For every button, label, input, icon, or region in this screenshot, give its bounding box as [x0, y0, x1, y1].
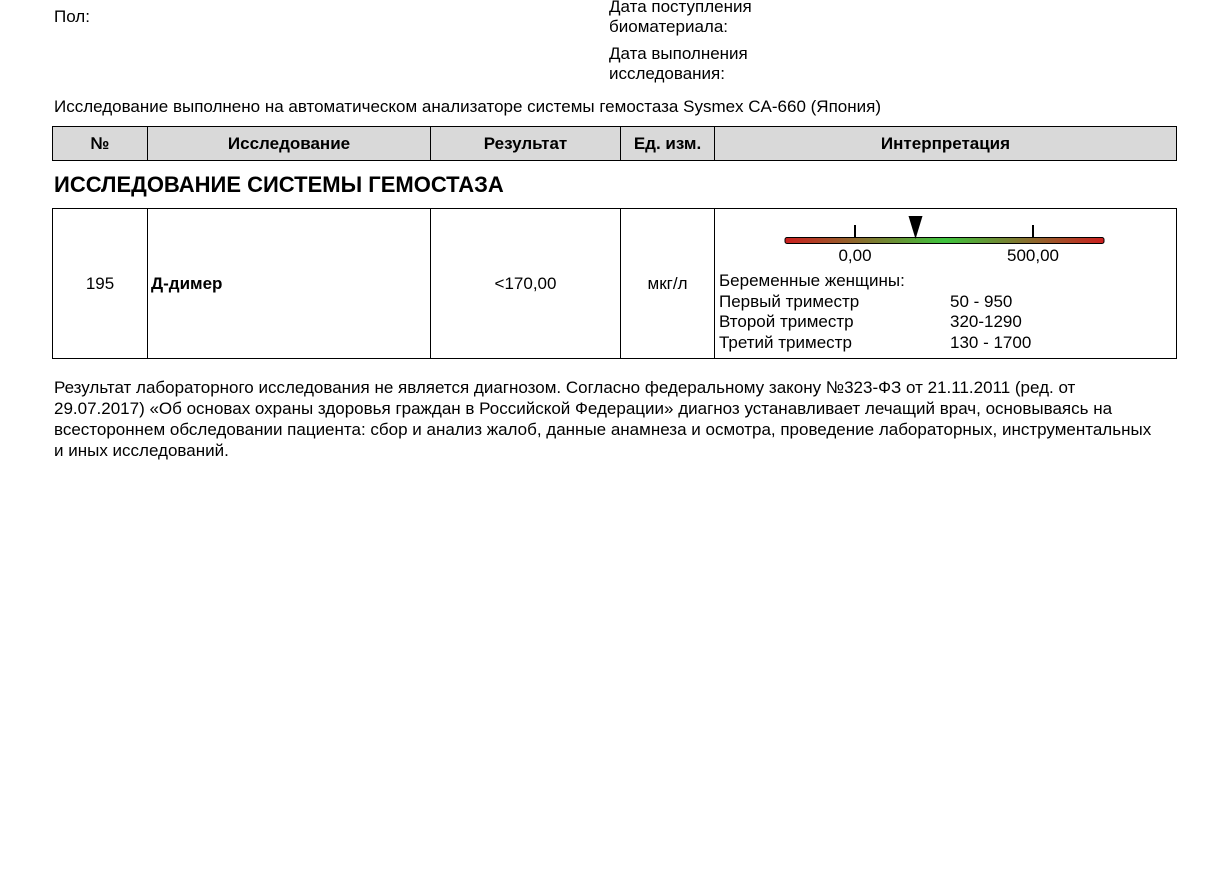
result-test-name: Д-димер: [148, 209, 431, 359]
header-row: [53, 127, 1177, 161]
scale-label-high: 500,00: [1007, 246, 1059, 265]
header-test: Исследование: [148, 127, 431, 161]
result-value: <170,00: [431, 209, 621, 359]
results-table: [52, 208, 1177, 359]
header-interpretation: Интерпретация: [715, 127, 1177, 161]
reference-row-name: Первый триместр: [719, 291, 860, 311]
reference-row-range: 50 - 950: [950, 291, 1013, 311]
header-unit: Ед. изм.: [621, 127, 715, 161]
scale-label-low: 0,00: [838, 246, 872, 265]
exec-date-label-line2: исследования:: [609, 64, 725, 83]
exec-date-label: [609, 44, 748, 84]
reference-row-range: 320-1290: [950, 312, 1022, 331]
reference-group-label: Беременные женщины:: [719, 271, 905, 290]
analyzer-note: Исследование выполнено на автоматическом анализаторе системы гемостаза Sysmex CA-660 (Япония): [54, 97, 881, 116]
header-result: Результат: [431, 127, 621, 161]
sample-date-label: [609, 0, 752, 37]
results-header-table: [52, 126, 1177, 161]
exec-date-label-line1: Дата выполнения: [609, 44, 748, 63]
interpretation-cell: [715, 209, 1177, 359]
reference-row-name: Второй триместр: [719, 312, 854, 331]
disclaimer-footnote: Результат лабораторного исследования не является диагнозом. Согласно федеральному закону №323-ФЗ от 21.11.2011 (ред. от 29.07.2017) «Об основах охраны здоровья граждан в Российской Федерации» диагноз устанавливает лечащий врач, основываясь на всестороннем обследовании пациента: сбор и анализ жалоб, данные анамнеза и осмотра, проведение лабораторных, инструментальных и иных исследований.: [54, 378, 1152, 460]
header-number: №: [53, 127, 148, 161]
sample-date-label-line2: биоматериала:: [609, 17, 729, 36]
reference-row: [719, 333, 1031, 354]
reference-row-range: 130 - 1700: [950, 332, 1032, 352]
reference-row: [719, 312, 1031, 333]
result-marker: [909, 216, 923, 239]
sample-date-label-line1: Дата поступления: [609, 0, 752, 16]
table-row: [53, 209, 1177, 359]
result-unit: мкг/л: [621, 209, 715, 359]
reference-scale: [715, 209, 1175, 269]
reference-row: [719, 292, 1031, 313]
result-number: 195: [53, 209, 148, 359]
section-title: ИССЛЕДОВАНИЕ СИСТЕМЫ ГЕМОСТАЗА: [54, 172, 504, 197]
reference-ranges: [719, 271, 1031, 353]
reference-row-name: Третий триместр: [719, 332, 852, 352]
scale-bar: [785, 238, 1104, 244]
sex-label: Пол:: [54, 7, 90, 26]
